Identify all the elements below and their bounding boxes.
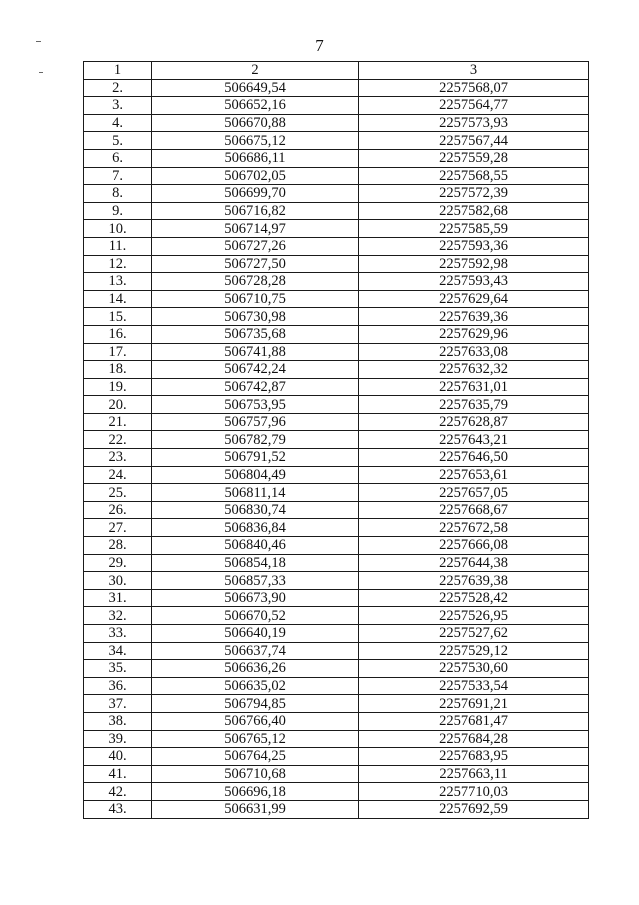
column-header: 2 (152, 62, 359, 80)
table-row (84, 273, 589, 291)
y-coordinate-cell: 2257684,28 (359, 730, 589, 748)
x-coordinate-cell: 506727,26 (152, 237, 359, 255)
y-coordinate-cell: 2257533,54 (359, 677, 589, 695)
x-coordinate-cell: 506699,70 (152, 185, 359, 203)
table-row (84, 537, 589, 555)
x-coordinate-cell: 506757,96 (152, 413, 359, 431)
table-row (84, 466, 589, 484)
coordinates-table (83, 61, 589, 819)
x-coordinate-cell: 506794,85 (152, 695, 359, 713)
x-coordinate-cell: 506782,79 (152, 431, 359, 449)
y-coordinate-cell: 2257528,42 (359, 589, 589, 607)
table-row (84, 202, 589, 220)
table-row (84, 800, 589, 818)
y-coordinate-cell: 2257683,95 (359, 748, 589, 766)
y-coordinate-cell: 2257582,68 (359, 202, 589, 220)
point-number-cell: 22. (84, 431, 152, 449)
y-coordinate-cell: 2257592,98 (359, 255, 589, 273)
table-row (84, 167, 589, 185)
point-number-cell: 17. (84, 343, 152, 361)
table-row (84, 765, 589, 783)
table-row (84, 501, 589, 519)
x-coordinate-cell: 506804,49 (152, 466, 359, 484)
y-coordinate-cell: 2257639,38 (359, 572, 589, 590)
x-coordinate-cell: 506753,95 (152, 396, 359, 414)
column-header: 3 (359, 62, 589, 80)
y-coordinate-cell: 2257681,47 (359, 712, 589, 730)
table-body (84, 79, 589, 818)
point-number-cell: 39. (84, 730, 152, 748)
table-row (84, 642, 589, 660)
y-coordinate-cell: 2257663,11 (359, 765, 589, 783)
point-number-cell: 32. (84, 607, 152, 625)
table-row (84, 361, 589, 379)
table-row (84, 589, 589, 607)
table-row (84, 378, 589, 396)
y-coordinate-cell: 2257527,62 (359, 625, 589, 643)
x-coordinate-cell: 506830,74 (152, 501, 359, 519)
table-row (84, 79, 589, 97)
point-number-cell: 10. (84, 220, 152, 238)
point-number-cell: 23. (84, 449, 152, 467)
x-coordinate-cell: 506670,88 (152, 114, 359, 132)
y-coordinate-cell: 2257691,21 (359, 695, 589, 713)
point-number-cell: 5. (84, 132, 152, 150)
x-coordinate-cell: 506727,50 (152, 255, 359, 273)
point-number-cell: 29. (84, 554, 152, 572)
point-number-cell: 33. (84, 625, 152, 643)
y-coordinate-cell: 2257635,79 (359, 396, 589, 414)
y-coordinate-cell: 2257530,60 (359, 660, 589, 678)
y-coordinate-cell: 2257666,08 (359, 537, 589, 555)
x-coordinate-cell: 506716,82 (152, 202, 359, 220)
y-coordinate-cell: 2257644,38 (359, 554, 589, 572)
y-coordinate-cell: 2257633,08 (359, 343, 589, 361)
table-row (84, 660, 589, 678)
point-number-cell: 15. (84, 308, 152, 326)
table-row (84, 730, 589, 748)
table-row (84, 712, 589, 730)
x-coordinate-cell: 506728,28 (152, 273, 359, 291)
table-row (84, 519, 589, 537)
table-row (84, 449, 589, 467)
y-coordinate-cell: 2257692,59 (359, 800, 589, 818)
x-coordinate-cell: 506631,99 (152, 800, 359, 818)
x-coordinate-cell: 506741,88 (152, 343, 359, 361)
y-coordinate-cell: 2257572,39 (359, 185, 589, 203)
point-number-cell: 27. (84, 519, 152, 537)
x-coordinate-cell: 506635,02 (152, 677, 359, 695)
x-coordinate-cell: 506686,11 (152, 149, 359, 167)
x-coordinate-cell: 506811,14 (152, 484, 359, 502)
x-coordinate-cell: 506742,87 (152, 378, 359, 396)
x-coordinate-cell: 506636,26 (152, 660, 359, 678)
y-coordinate-cell: 2257657,05 (359, 484, 589, 502)
point-number-cell: 21. (84, 413, 152, 431)
point-number-cell: 42. (84, 783, 152, 801)
table-row (84, 554, 589, 572)
point-number-cell: 8. (84, 185, 152, 203)
point-number-cell: 4. (84, 114, 152, 132)
x-coordinate-cell: 506742,24 (152, 361, 359, 379)
x-coordinate-cell: 506710,75 (152, 290, 359, 308)
y-coordinate-cell: 2257585,59 (359, 220, 589, 238)
y-coordinate-cell: 2257639,36 (359, 308, 589, 326)
table-row (84, 290, 589, 308)
table-row (84, 132, 589, 150)
column-header: 1 (84, 62, 152, 80)
point-number-cell: 14. (84, 290, 152, 308)
point-number-cell: 11. (84, 237, 152, 255)
point-number-cell: 7. (84, 167, 152, 185)
x-coordinate-cell: 506765,12 (152, 730, 359, 748)
x-coordinate-cell: 506735,68 (152, 325, 359, 343)
y-coordinate-cell: 2257672,58 (359, 519, 589, 537)
table-row (84, 625, 589, 643)
table-row (84, 607, 589, 625)
x-coordinate-cell: 506791,52 (152, 449, 359, 467)
point-number-cell: 38. (84, 712, 152, 730)
y-coordinate-cell: 2257526,95 (359, 607, 589, 625)
y-coordinate-cell: 2257559,28 (359, 149, 589, 167)
x-coordinate-cell: 506640,19 (152, 625, 359, 643)
y-coordinate-cell: 2257668,67 (359, 501, 589, 519)
table-row (84, 695, 589, 713)
table-row (84, 308, 589, 326)
point-number-cell: 41. (84, 765, 152, 783)
point-number-cell: 40. (84, 748, 152, 766)
x-coordinate-cell: 506637,74 (152, 642, 359, 660)
point-number-cell: 18. (84, 361, 152, 379)
y-coordinate-cell: 2257593,43 (359, 273, 589, 291)
x-coordinate-cell: 506652,16 (152, 97, 359, 115)
point-number-cell: 35. (84, 660, 152, 678)
table-row (84, 484, 589, 502)
x-coordinate-cell: 506836,84 (152, 519, 359, 537)
x-coordinate-cell: 506696,18 (152, 783, 359, 801)
point-number-cell: 3. (84, 97, 152, 115)
y-coordinate-cell: 2257643,21 (359, 431, 589, 449)
x-coordinate-cell: 506702,05 (152, 167, 359, 185)
margin-mark (39, 72, 43, 73)
x-coordinate-cell: 506766,40 (152, 712, 359, 730)
y-coordinate-cell: 2257628,87 (359, 413, 589, 431)
table-row (84, 783, 589, 801)
point-number-cell: 28. (84, 537, 152, 555)
y-coordinate-cell: 2257564,77 (359, 97, 589, 115)
point-number-cell: 37. (84, 695, 152, 713)
point-number-cell: 43. (84, 800, 152, 818)
x-coordinate-cell: 506670,52 (152, 607, 359, 625)
table-row (84, 114, 589, 132)
point-number-cell: 30. (84, 572, 152, 590)
table-row (84, 237, 589, 255)
point-number-cell: 36. (84, 677, 152, 695)
table-row (84, 220, 589, 238)
y-coordinate-cell: 2257529,12 (359, 642, 589, 660)
table-row (84, 431, 589, 449)
table-row (84, 97, 589, 115)
table-row (84, 325, 589, 343)
point-number-cell: 16. (84, 325, 152, 343)
point-number-cell: 2. (84, 79, 152, 97)
y-coordinate-cell: 2257567,44 (359, 132, 589, 150)
y-coordinate-cell: 2257573,93 (359, 114, 589, 132)
point-number-cell: 34. (84, 642, 152, 660)
x-coordinate-cell: 506764,25 (152, 748, 359, 766)
point-number-cell: 25. (84, 484, 152, 502)
point-number-cell: 9. (84, 202, 152, 220)
x-coordinate-cell: 506854,18 (152, 554, 359, 572)
point-number-cell: 26. (84, 501, 152, 519)
point-number-cell: 20. (84, 396, 152, 414)
y-coordinate-cell: 2257710,03 (359, 783, 589, 801)
point-number-cell: 6. (84, 149, 152, 167)
x-coordinate-cell: 506730,98 (152, 308, 359, 326)
y-coordinate-cell: 2257593,36 (359, 237, 589, 255)
table-row (84, 396, 589, 414)
table-row (84, 413, 589, 431)
table-row (84, 677, 589, 695)
point-number-cell: 13. (84, 273, 152, 291)
x-coordinate-cell: 506840,46 (152, 537, 359, 555)
table-row (84, 185, 589, 203)
x-coordinate-cell: 506857,33 (152, 572, 359, 590)
x-coordinate-cell: 506673,90 (152, 589, 359, 607)
x-coordinate-cell: 506710,68 (152, 765, 359, 783)
y-coordinate-cell: 2257631,01 (359, 378, 589, 396)
x-coordinate-cell: 506675,12 (152, 132, 359, 150)
y-coordinate-cell: 2257629,96 (359, 325, 589, 343)
table-row (84, 572, 589, 590)
point-number-cell: 19. (84, 378, 152, 396)
y-coordinate-cell: 2257568,07 (359, 79, 589, 97)
y-coordinate-cell: 2257629,64 (359, 290, 589, 308)
table-row (84, 255, 589, 273)
y-coordinate-cell: 2257632,32 (359, 361, 589, 379)
table-row (84, 149, 589, 167)
point-number-cell: 24. (84, 466, 152, 484)
page-number: 7 (315, 36, 324, 55)
y-coordinate-cell: 2257646,50 (359, 449, 589, 467)
y-coordinate-cell: 2257568,55 (359, 167, 589, 185)
table-header-row (84, 62, 589, 80)
table-row (84, 748, 589, 766)
table-row (84, 343, 589, 361)
point-number-cell: 12. (84, 255, 152, 273)
x-coordinate-cell: 506649,54 (152, 79, 359, 97)
x-coordinate-cell: 506714,97 (152, 220, 359, 238)
y-coordinate-cell: 2257653,61 (359, 466, 589, 484)
point-number-cell: 31. (84, 589, 152, 607)
